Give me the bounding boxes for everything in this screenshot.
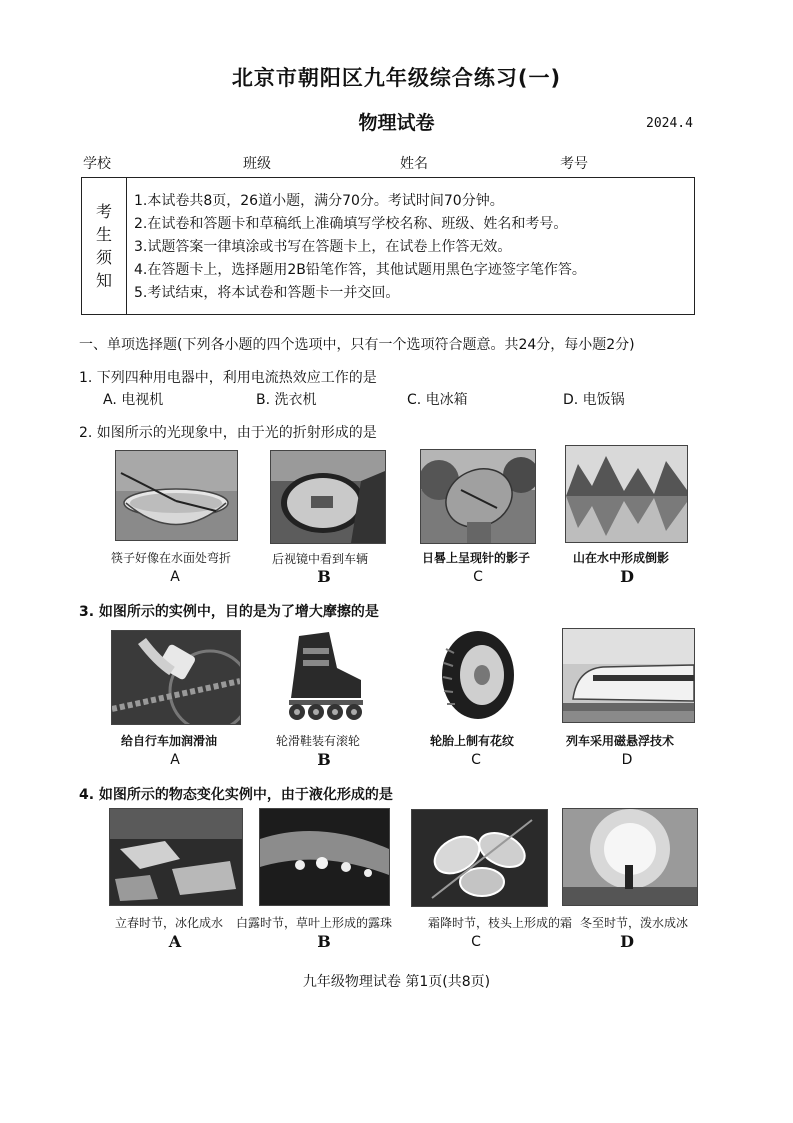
field-school: 学校 xyxy=(83,156,111,172)
section-heading: 一、单项选择题(下列各小题的四个选项中，只有一个选项符合题意。共24分，每小题2分) xyxy=(79,337,635,353)
melting-ice-image xyxy=(109,808,243,906)
question-2-stem: 2. 如图所示的光现象中，由于光的折射形成的是 xyxy=(79,425,377,441)
question-4-letter-b: B xyxy=(317,932,331,951)
field-exam-number: 考号 xyxy=(560,156,588,172)
question-1-option-a: A. 电视机 xyxy=(103,392,164,408)
question-1-option-c: C. 电冰箱 xyxy=(407,392,468,408)
notice-list xyxy=(134,190,586,305)
sundial-image xyxy=(420,449,536,544)
notice-heading-char: 生 xyxy=(95,225,112,244)
rearview-mirror-image xyxy=(270,450,386,544)
notice-item: 4.在答题卡上，选择题用2B铅笔作答，其他试题用黑色字迹签字笔作答。 xyxy=(134,262,586,278)
question-2-caption-c: 日晷上呈现针的影子 xyxy=(422,551,531,565)
question-2-letter-b: B xyxy=(317,567,331,586)
question-1-stem: 1. 下列四种用电器中，利用电流热效应工作的是 xyxy=(79,370,377,386)
page-footer: 九年级物理试卷 第1页(共8页) xyxy=(302,974,491,990)
exam-date: 2024.4 xyxy=(646,116,693,131)
question-2-caption-b: 后视镜中看到车辆 xyxy=(272,552,369,566)
question-1-option-d: D. 电饭锅 xyxy=(563,392,625,408)
mountain-reflection-image xyxy=(565,445,688,543)
notice-heading-char: 须 xyxy=(95,248,112,267)
question-4-stem: 4. 如图所示的物态变化实例中，由于液化形成的是 xyxy=(79,787,393,803)
question-4-caption-a: 立春时节，冰化成水 xyxy=(115,916,224,930)
question-2-letter-a: A xyxy=(170,569,180,585)
field-name: 姓名 xyxy=(400,156,428,172)
question-4-letter-c: C xyxy=(471,934,481,950)
question-3-letter-d: D xyxy=(621,752,633,768)
field-class: 班级 xyxy=(243,156,271,172)
question-3-letter-b: B xyxy=(317,750,331,769)
maglev-train-image xyxy=(562,628,695,723)
bicycle-chain-oil-image xyxy=(111,630,241,725)
tire-tread-image xyxy=(436,629,516,721)
question-2-letter-d: D xyxy=(620,567,634,586)
question-4-caption-c: 霜降时节，枝头上形成的霜 xyxy=(428,916,573,930)
question-2-letter-c: C xyxy=(473,569,483,585)
notice-heading-char: 知 xyxy=(95,271,112,290)
question-1-option-b: B. 洗衣机 xyxy=(256,392,317,408)
question-3-caption-a: 给自行车加润滑油 xyxy=(121,734,218,748)
splash-water-freeze-image xyxy=(562,808,698,906)
question-3-caption-d: 列车采用磁悬浮技术 xyxy=(566,734,675,748)
question-3-caption-b: 轮滑鞋装有滚轮 xyxy=(276,734,361,748)
roller-skate-image xyxy=(281,628,367,723)
notice-heading xyxy=(82,178,127,314)
question-3-letter-c: C xyxy=(471,752,481,768)
page-title: 北京市朝阳区九年级综合练习(一) xyxy=(231,66,562,90)
notice-item: 3.试题答案一律填涂或书写在答题卡上，在试卷上作答无效。 xyxy=(134,239,512,255)
chopsticks-bowl-image xyxy=(115,450,238,541)
question-3-caption-c: 轮胎上制有花纹 xyxy=(430,734,515,748)
notice-item: 5.考试结束，将本试卷和答题卡一并交回。 xyxy=(134,285,400,301)
question-3-stem: 3. 如图所示的实例中，目的是为了增大摩擦的是 xyxy=(79,604,379,620)
notice-item: 1.本试卷共8页，26道小题，满分70分。考试时间70分钟。 xyxy=(134,193,504,209)
question-4-caption-d: 冬至时节，泼水成冰 xyxy=(580,916,689,930)
frost-leaves-image xyxy=(411,809,548,907)
question-2-caption-a: 筷子好像在水面处弯折 xyxy=(111,551,232,565)
exam-subtitle: 物理试卷 xyxy=(358,112,435,134)
notice-item: 2.在试卷和答题卡和草稿纸上准确填写学校名称、班级、姓名和考号。 xyxy=(134,216,568,232)
question-4-caption-b: 白露时节，草叶上形成的露珠 xyxy=(236,916,393,930)
question-2-caption-d: 山在水中形成倒影 xyxy=(573,551,670,565)
question-4-letter-d: D xyxy=(620,932,634,951)
notice-heading-char: 考 xyxy=(95,202,112,221)
question-4-letter-a: A xyxy=(168,932,182,951)
exam-notice-box xyxy=(81,177,695,315)
dew-drops-leaf-image xyxy=(259,808,390,906)
question-3-letter-a: A xyxy=(170,752,180,768)
